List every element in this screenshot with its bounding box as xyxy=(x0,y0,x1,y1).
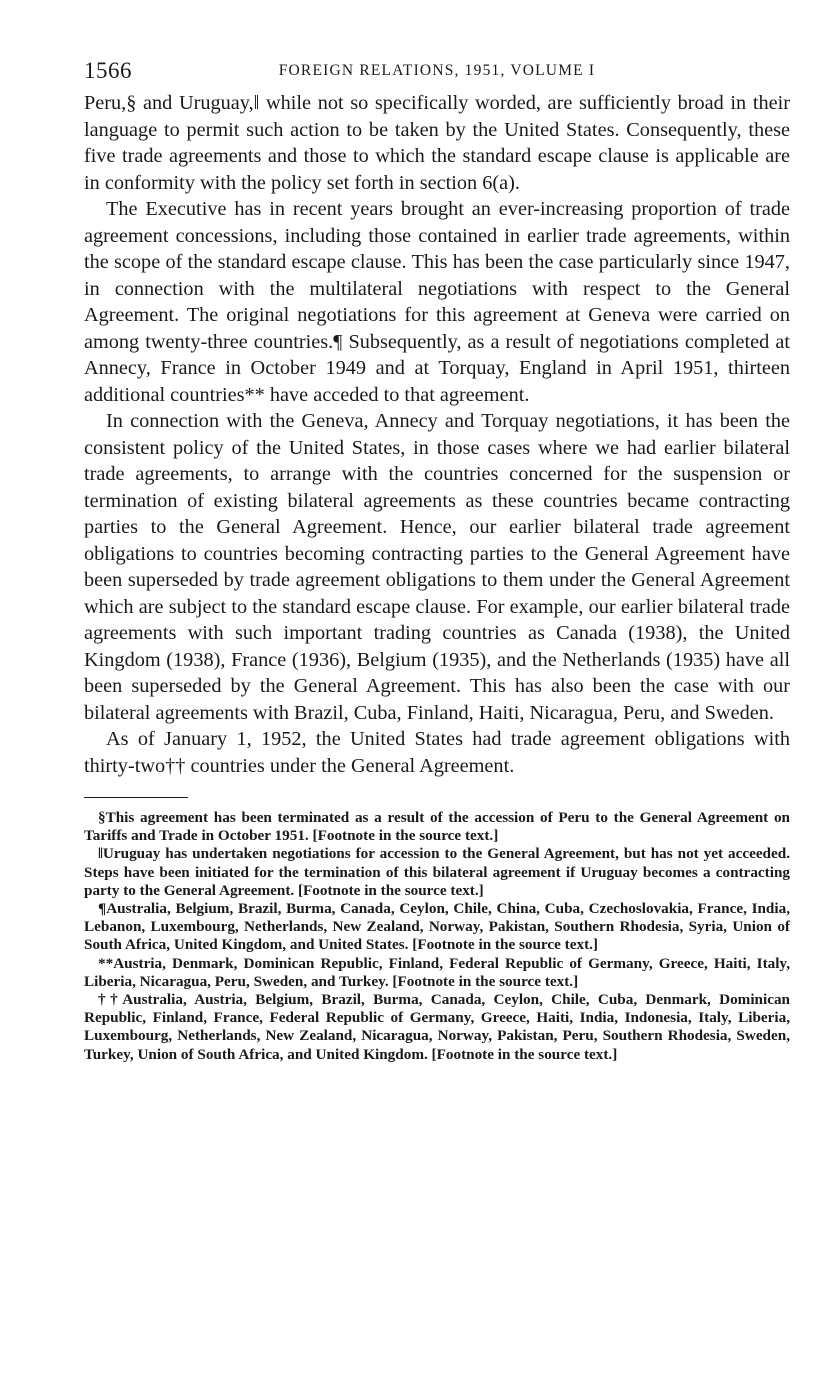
paragraph: The Executive has in recent years brought an ever-increasing proportion of trade agreement concessions, including those contained in earlier trade agreements, within the scope of the standard escape clause. This has been the case particularly since 1947, in connection with the multilateral negotiations with respect to the General Agreement. The original negotiations for this agreement at Geneva were carried on among twenty-three countries.¶ Subsequently, as a result of negotiations completed at Annecy, France in October 1949 and at Torquay, England in April 1951, thirteen additional countries** have acceded to that agreement. xyxy=(84,198,790,406)
footnote: ††Australia, Austria, Belgium, Brazil, Burma, Canada, Ceylon, Chile, Cuba, Denmark, Dominican Republic, Finland, France, Federal Republic of Germany, Greece, Haiti, India, Indonesia, Italy, Liberia, Luxembourg, Netherlands, New Zealand, Nicaragua, Norway, Pakistan, Peru, Southern Rhodesia, Sweden, Turkey, Union of South Africa, and United Kingdom. [Footnote in the source text.] xyxy=(84,991,790,1063)
page-number: 1566 xyxy=(84,58,132,83)
footnote: **Austria, Denmark, Dominican Republic, Finland, Federal Republic of Germany, Greece, Haiti, Italy, Liberia, Nicaragua, Peru, Sweden, and Turkey. [Footnote in the source text.] xyxy=(84,954,790,990)
page-header xyxy=(84,58,790,90)
document-page xyxy=(84,58,790,1064)
footnote: ¶Australia, Belgium, Brazil, Burma, Canada, Ceylon, Chile, China, Cuba, Czechoslovakia, France, India, Lebanon, Luxembourg, Netherlands, New Zealand, Norway, Pakistan, Southern Rhodesia, Syria, Union of South Africa, United Kingdom, and United States. [Footnote in the source text.] xyxy=(84,900,790,954)
footnotes xyxy=(84,809,790,1064)
body-text xyxy=(84,90,790,779)
running-title: FOREIGN RELATIONS, 1951, VOLUME I xyxy=(278,62,596,79)
paragraph: Peru,§ and Uruguay,‖ while not so specifically worded, are sufficiently broad in their language to permit such action to be taken by the United States. Consequently, these five trade agreements and those to which the standard escape clause is applicable are in conformity with the policy set forth in section 6(a). xyxy=(84,92,790,194)
paragraph: In connection with the Geneva, Annecy and Torquay negotiations, it has been the consistent policy of the United States, in those cases where we had earlier bilateral trade agreements, to arrange with the countries concerned for the suspension or termination of existing bilateral agreements as these countries became contracting parties to the General Agreement. Hence, our earlier bilateral trade agreement obligations to countries becoming contracting parties to the General Agreement have been superseded by trade agreement obligations to them under the General Agreement which are subject to the standard escape clause. For example, our earlier bilateral trade agreements with such important trading countries as Canada (1938), the United Kingdom (1938), France (1936), Belgium (1935), and the Netherlands (1935) have all been superseded by the General Agreement. This has also been the case with our bilateral agreements with Brazil, Cuba, Finland, Haiti, Nicaragua, Peru, and Sweden. xyxy=(84,410,790,724)
footnote-divider xyxy=(84,797,188,798)
footnote: ‖Uruguay has undertaken negotiations for accession to the General Agreement, but has not yet acceeded. Steps have been initiated for the termination of this bilateral agreement if Uruguay becomes a contracting party to the General Agreement. [Footnote in the source text.] xyxy=(84,845,790,899)
footnote: §This agreement has been terminated as a result of the accession of Peru to the General Agreement on Tariffs and Trade in October 1951. [Footnote in the source text.] xyxy=(84,809,790,845)
paragraph: As of January 1, 1952, the United States had trade agreement obligations with thirty-two†† countries under the General Agreement. xyxy=(84,728,790,777)
